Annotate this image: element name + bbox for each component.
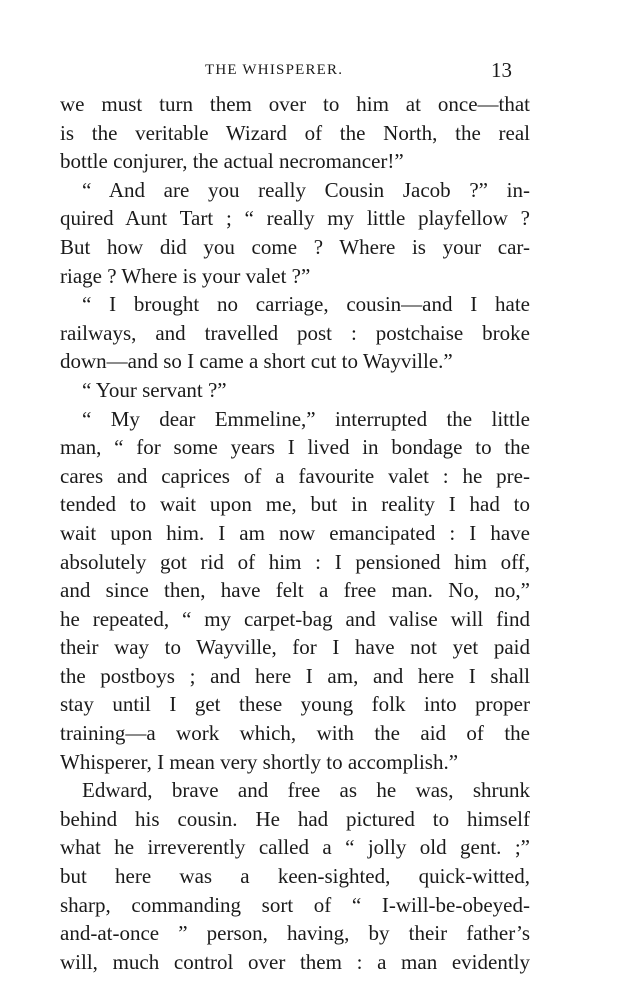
text-line: “ I brought no carriage, cousin—and I hate: [82, 292, 530, 317]
text-line: stay until I get these young folk into proper: [60, 692, 530, 717]
text-line: the postboys ; and here I am, and here I shall: [60, 663, 530, 688]
text-line: he repeated, “ my carpet-bag and valise will find: [60, 606, 530, 631]
text-line: riage ? Where is your valet ?”: [60, 263, 311, 288]
text-line: absolutely got rid of him : I pensioned him off,: [60, 549, 530, 574]
text-line: Whisperer, I mean very shortly to accomplish.”: [60, 749, 459, 774]
text-line: behind his cousin. He had pictured to himself: [60, 806, 530, 831]
text-line: “ Your servant ?”: [82, 377, 227, 402]
text-line: training—a work which, with the aid of the: [60, 721, 530, 746]
text-line: and since then, have felt a free man. No, no,”: [60, 578, 530, 603]
text-line: but here was a keen-sighted, quick-witted,: [60, 864, 530, 889]
text-line: their way to Wayville, for I have not yet paid: [60, 635, 530, 660]
body-text: [60, 90, 530, 976]
text-line: But how did you come ? Where is your car-: [60, 234, 530, 259]
text-line: we must turn them over to him at once—that: [60, 92, 530, 116]
text-line: railways, and travelled post : postchaise broke: [60, 320, 530, 345]
text-line: “ My dear Emmeline,” interrupted the little: [82, 406, 530, 431]
text-line: cares and caprices of a favourite valet : he pre-: [60, 463, 530, 488]
running-head: THE WHISPERER.: [205, 62, 344, 78]
text-line: what he irreverently called a “ jolly old gent. ;”: [60, 835, 530, 860]
text-line: down—and so I came a short cut to Wayville.”: [60, 349, 453, 374]
text-line: wait upon him. I am now emancipated : I have: [60, 520, 530, 545]
text-line: bottle conjurer, the actual necromancer!”: [60, 149, 404, 174]
text-line: Edward, brave and free as he was, shrunk: [82, 778, 530, 803]
text-line: “ And are you really Cousin Jacob ?” in-: [82, 177, 530, 202]
text-line: and-at-once ” person, having, by their father’s: [60, 921, 530, 946]
text-line: tended to wait upon me, but in reality I had to: [60, 492, 530, 517]
text-line: man, “ for some years I lived in bondage to the: [60, 435, 530, 460]
page-number: 13: [491, 58, 512, 82]
text-line: quired Aunt Tart ; “ really my little playfellow ?: [60, 206, 530, 231]
text-line: sharp, commanding sort of “ I-will-be-obeyed-: [60, 892, 530, 917]
text-line: is the veritable Wizard of the North, the real: [60, 120, 530, 145]
text-line: will, much control over them : a man evidently: [60, 949, 530, 974]
